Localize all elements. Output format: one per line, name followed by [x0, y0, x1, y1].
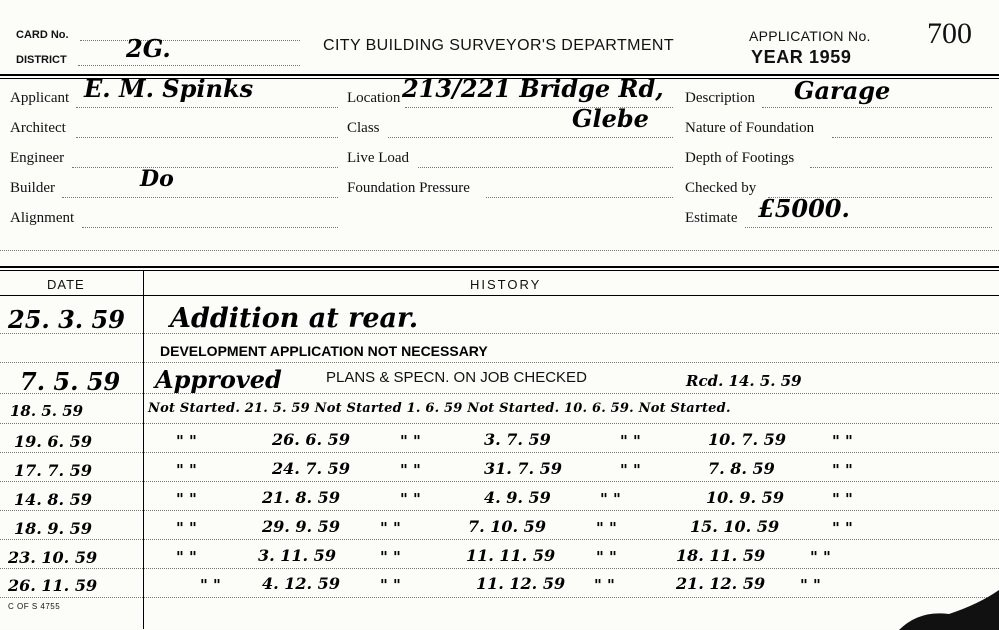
- history-rule-top: [0, 266, 999, 268]
- history-row-date: 21. 12. 59: [676, 574, 766, 593]
- history-row-date: 23. 10. 59: [8, 548, 98, 567]
- location-value-line2: Glebe: [572, 104, 649, 133]
- row-line: [0, 362, 999, 363]
- ditto-mark: " ": [620, 432, 641, 450]
- class-line: [388, 137, 673, 138]
- history-row-date: 7. 10. 59: [468, 517, 546, 536]
- applicant-label: Applicant: [10, 90, 70, 106]
- foundation-pressure-line: [486, 197, 673, 198]
- live-load-line: [418, 167, 673, 168]
- history-row-2-date: 7. 5. 59: [20, 367, 121, 396]
- history-row-0-text: Addition at rear.: [170, 303, 419, 334]
- ditto-mark: " ": [400, 461, 421, 479]
- ditto-mark: " ": [380, 519, 401, 537]
- ditto-mark: " ": [832, 461, 853, 479]
- application-number: 700: [927, 17, 972, 50]
- history-row-date: 3. 7. 59: [484, 430, 551, 449]
- estimate-line: [745, 227, 992, 228]
- location-value: 213/221 Bridge Rd,: [402, 74, 664, 103]
- builder-line: [62, 197, 338, 198]
- alignment-line: [82, 227, 338, 228]
- history-row-3-text: Not Started. 21. 5. 59 Not Started 1. 6. 59 Not Started. 10. 6. 59. Not Started.: [148, 401, 731, 416]
- ditto-mark: " ": [832, 519, 853, 537]
- applicant-value: E. M. Spinks: [84, 74, 254, 103]
- builder-value: Do: [140, 166, 174, 192]
- history-row-date: 19. 6. 59: [14, 432, 92, 451]
- ditto-mark: " ": [400, 490, 421, 508]
- location-label: Location: [347, 90, 401, 106]
- history-row-date: 31. 7. 59: [484, 459, 562, 478]
- architect-label: Architect: [10, 120, 66, 136]
- history-row-date: 18. 11. 59: [676, 546, 766, 565]
- date-header: DATE: [47, 277, 85, 292]
- ditto-mark: " ": [380, 576, 401, 594]
- history-row-date: 11. 12. 59: [476, 574, 566, 593]
- row-line: [0, 597, 999, 598]
- card-no-label: CARD No.: [16, 29, 69, 41]
- history-row-date: 24. 7. 59: [272, 459, 350, 478]
- history-row-date: 17. 7. 59: [14, 461, 92, 480]
- history-row-date: 4. 12. 59: [262, 574, 340, 593]
- ditto-mark: " ": [176, 519, 197, 537]
- date-column-divider: [143, 271, 144, 629]
- history-row-1-stamp: DEVELOPMENT APPLICATION NOT NECESSARY: [160, 343, 488, 359]
- history-row-date: 3. 11. 59: [258, 546, 336, 565]
- history-row-date: 11. 11. 59: [466, 546, 556, 565]
- estimate-value: £5000.: [758, 194, 850, 223]
- history-row-0-date: 25. 3. 59: [8, 305, 125, 334]
- district-value: 2G.: [126, 34, 171, 63]
- class-label: Class: [347, 120, 380, 136]
- history-row-date: 14. 8. 59: [14, 490, 92, 509]
- district-label: DISTRICT: [16, 54, 67, 66]
- ditto-mark: " ": [176, 548, 197, 566]
- architect-line: [76, 137, 338, 138]
- ditto-mark: " ": [200, 576, 221, 594]
- department-title: CITY BUILDING SURVEYOR'S DEPARTMENT: [323, 37, 675, 54]
- description-value: Garage: [794, 76, 891, 105]
- ditto-mark: " ": [832, 490, 853, 508]
- history-row-date: 4. 9. 59: [484, 488, 551, 507]
- history-header-rule: [0, 295, 999, 296]
- row-line: [0, 539, 999, 540]
- history-row-date: 26. 11. 59: [8, 576, 98, 595]
- nature-of-foundation-line: [832, 137, 992, 138]
- description-line: [762, 107, 992, 108]
- builder-label: Builder: [10, 180, 55, 196]
- history-row-3-date: 18. 5. 59: [10, 402, 84, 420]
- engineer-line: [72, 167, 338, 168]
- live-load-label: Live Load: [347, 150, 410, 166]
- card-no-line: [80, 40, 300, 41]
- history-row-date: 10. 9. 59: [706, 488, 784, 507]
- fields-bottom-line: [0, 250, 999, 251]
- history-row-2-stamp: PLANS & SPECN. ON JOB CHECKED: [326, 369, 587, 386]
- history-row-date: 26. 6. 59: [272, 430, 350, 449]
- ditto-mark: " ": [176, 461, 197, 479]
- engineer-label: Engineer: [10, 150, 65, 166]
- history-header: HISTORY: [470, 277, 542, 292]
- ditto-mark: " ": [176, 490, 197, 508]
- scan-smudge: [879, 590, 999, 630]
- ditto-mark: " ": [380, 548, 401, 566]
- history-row-date: 29. 9. 59: [262, 517, 340, 536]
- history-row-date: 7. 8. 59: [708, 459, 775, 478]
- applicant-line: [76, 107, 338, 108]
- history-row-date: 21. 8. 59: [262, 488, 340, 507]
- alignment-label: Alignment: [10, 210, 75, 226]
- row-line: [0, 568, 999, 569]
- history-row-date: 15. 10. 59: [690, 517, 780, 536]
- year-label: YEAR 1959: [751, 47, 852, 67]
- checked-by-label: Checked by: [685, 180, 757, 196]
- depth-of-footings-label: Depth of Footings: [685, 150, 795, 166]
- history-row-date: 18. 9. 59: [14, 519, 92, 538]
- history-row-date: 10. 7. 59: [708, 430, 786, 449]
- row-line: [0, 393, 999, 394]
- estimate-label: Estimate: [685, 210, 738, 226]
- description-label: Description: [685, 90, 755, 106]
- ditto-mark: " ": [810, 548, 831, 566]
- ditto-mark: " ": [596, 548, 617, 566]
- row-line: [0, 510, 999, 511]
- nature-of-foundation-label: Nature of Foundation: [685, 120, 815, 136]
- ditto-mark: " ": [620, 461, 641, 479]
- history-row-2-note: Rcd. 14. 5. 59: [686, 372, 802, 390]
- row-line: [0, 333, 999, 334]
- history-rule-top2: [0, 270, 999, 271]
- ditto-mark: " ": [832, 432, 853, 450]
- ditto-mark: " ": [176, 432, 197, 450]
- ditto-mark: " ": [596, 519, 617, 537]
- history-row-2-text: Approved: [155, 365, 282, 394]
- row-line: [0, 423, 999, 424]
- depth-of-footings-line: [810, 167, 992, 168]
- ditto-mark: " ": [594, 576, 615, 594]
- ditto-mark: " ": [400, 432, 421, 450]
- ditto-mark: " ": [800, 576, 821, 594]
- form-code: C OF S 4755: [8, 602, 61, 611]
- foundation-pressure-label: Foundation Pressure: [347, 180, 470, 196]
- ditto-mark: " ": [600, 490, 621, 508]
- application-label: APPLICATION No.: [749, 28, 871, 44]
- district-line: [78, 65, 300, 66]
- row-line: [0, 452, 999, 453]
- row-line: [0, 481, 999, 482]
